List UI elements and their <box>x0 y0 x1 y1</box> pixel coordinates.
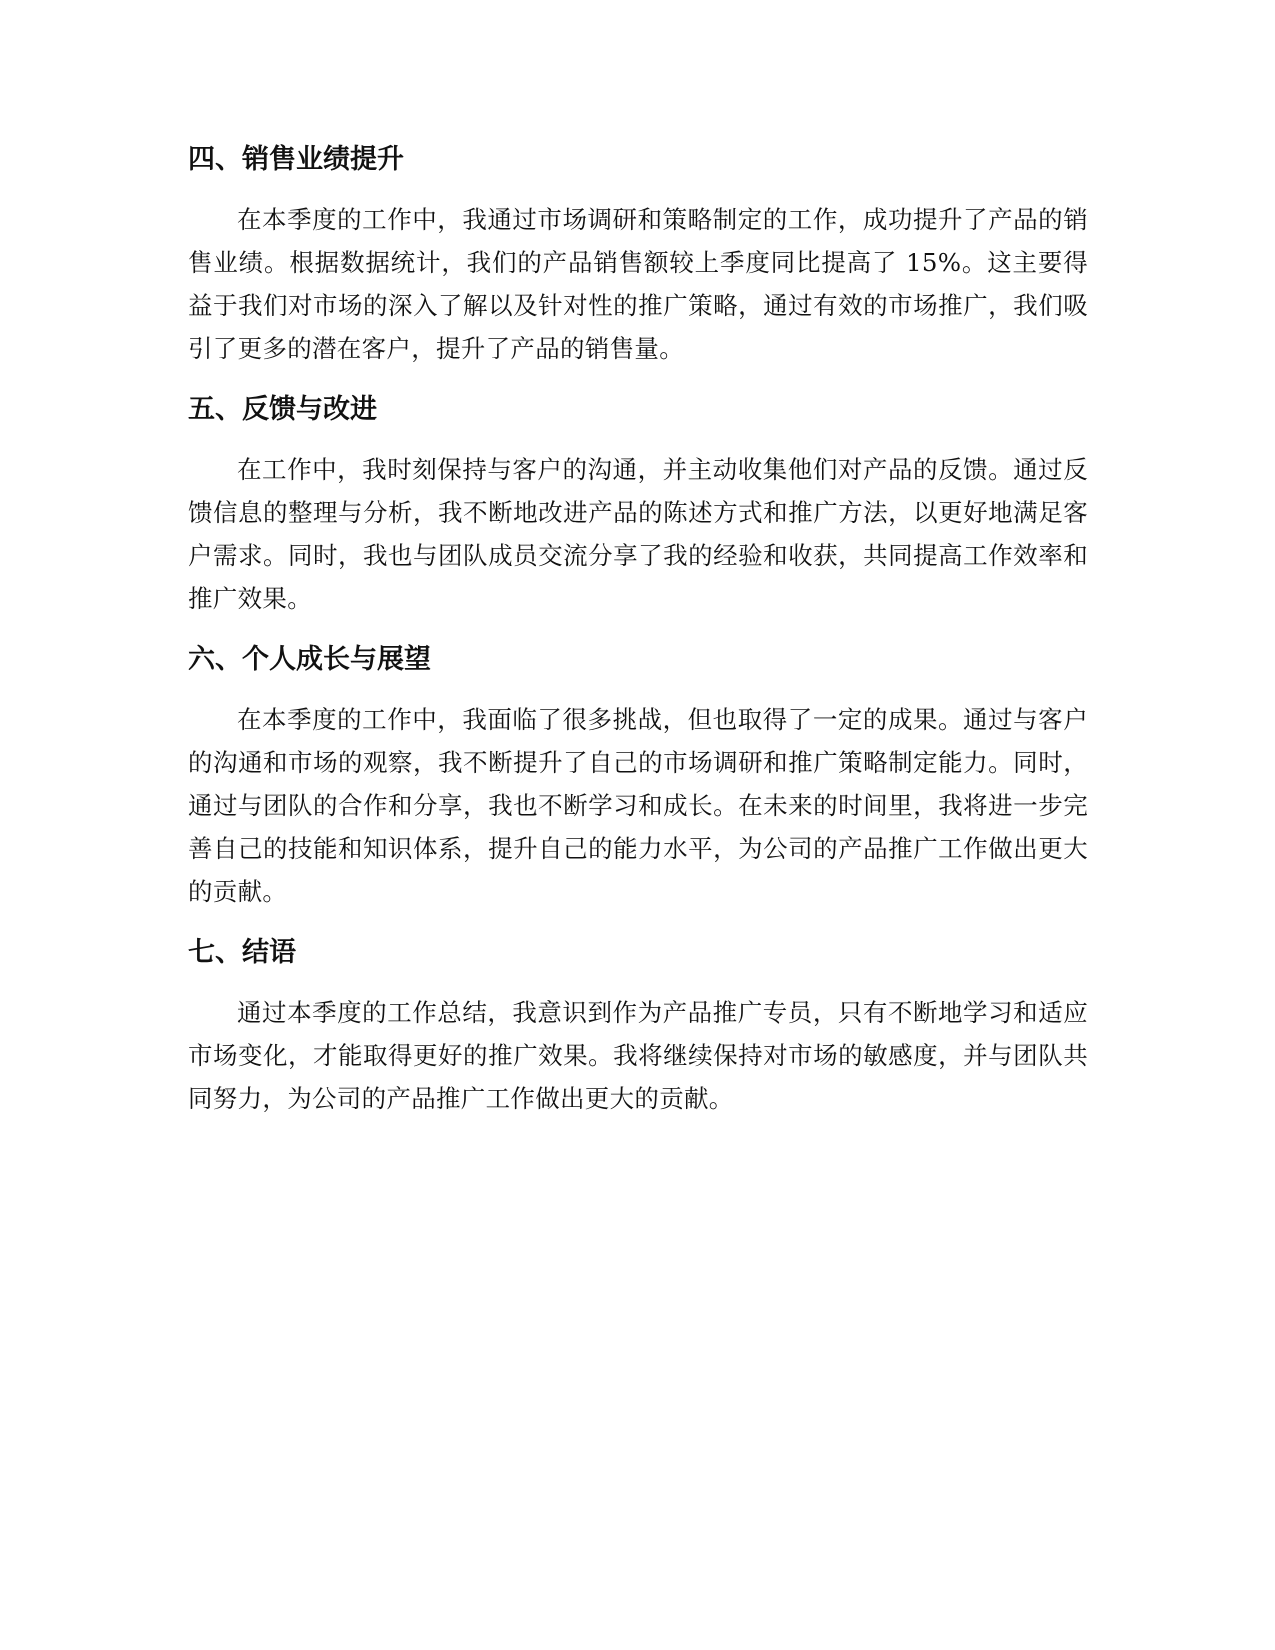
section-heading: 四、销售业绩提升 <box>188 144 404 175</box>
section-sales-performance <box>188 140 1088 370</box>
section-heading: 七、结语 <box>188 937 296 968</box>
document-page <box>188 140 1088 1140</box>
section-paragraph: 在本季度的工作中，我面临了很多挑战，但也取得了一定的成果。通过与客户的沟通和市场的观察，我不断提升了自己的市场调研和推广策略制定能力。同时，通过与团队的合作和分享，我也不断学习和成长。在未来的时间里，我将进一步完善自己的技能和知识体系，提升自己的能力水平，为公司的产品推广工作做出更大的贡献。 <box>188 705 1088 906</box>
section-paragraph: 在本季度的工作中，我通过市场调研和策略制定的工作，成功提升了产品的销售业绩。根据数据统计，我们的产品销售额较上季度同比提高了 15%。这主要得益于我们对市场的深入了解以及针对性的推广策略，通过有效的市场推广，我们吸引了更多的潜在客户，提升了产品的销售量。 <box>188 205 1088 363</box>
section-paragraph: 在工作中，我时刻保持与客户的沟通，并主动收集他们对产品的反馈。通过反馈信息的整理与分析，我不断地改进产品的陈述方式和推广方法，以更好地满足客户需求。同时，我也与团队成员交流分享了我的经验和收获，共同提高工作效率和推广效果。 <box>188 455 1088 613</box>
section-feedback-improvement <box>188 390 1088 620</box>
section-heading: 六、个人成长与展望 <box>188 644 431 675</box>
section-personal-growth <box>188 640 1088 913</box>
section-heading: 五、反馈与改进 <box>188 394 377 425</box>
section-paragraph: 通过本季度的工作总结，我意识到作为产品推广专员，只有不断地学习和适应市场变化，才能取得更好的推广效果。我将继续保持对市场的敏感度，并与团队共同努力，为公司的产品推广工作做出更大的贡献。 <box>188 998 1088 1113</box>
section-conclusion <box>188 933 1088 1120</box>
